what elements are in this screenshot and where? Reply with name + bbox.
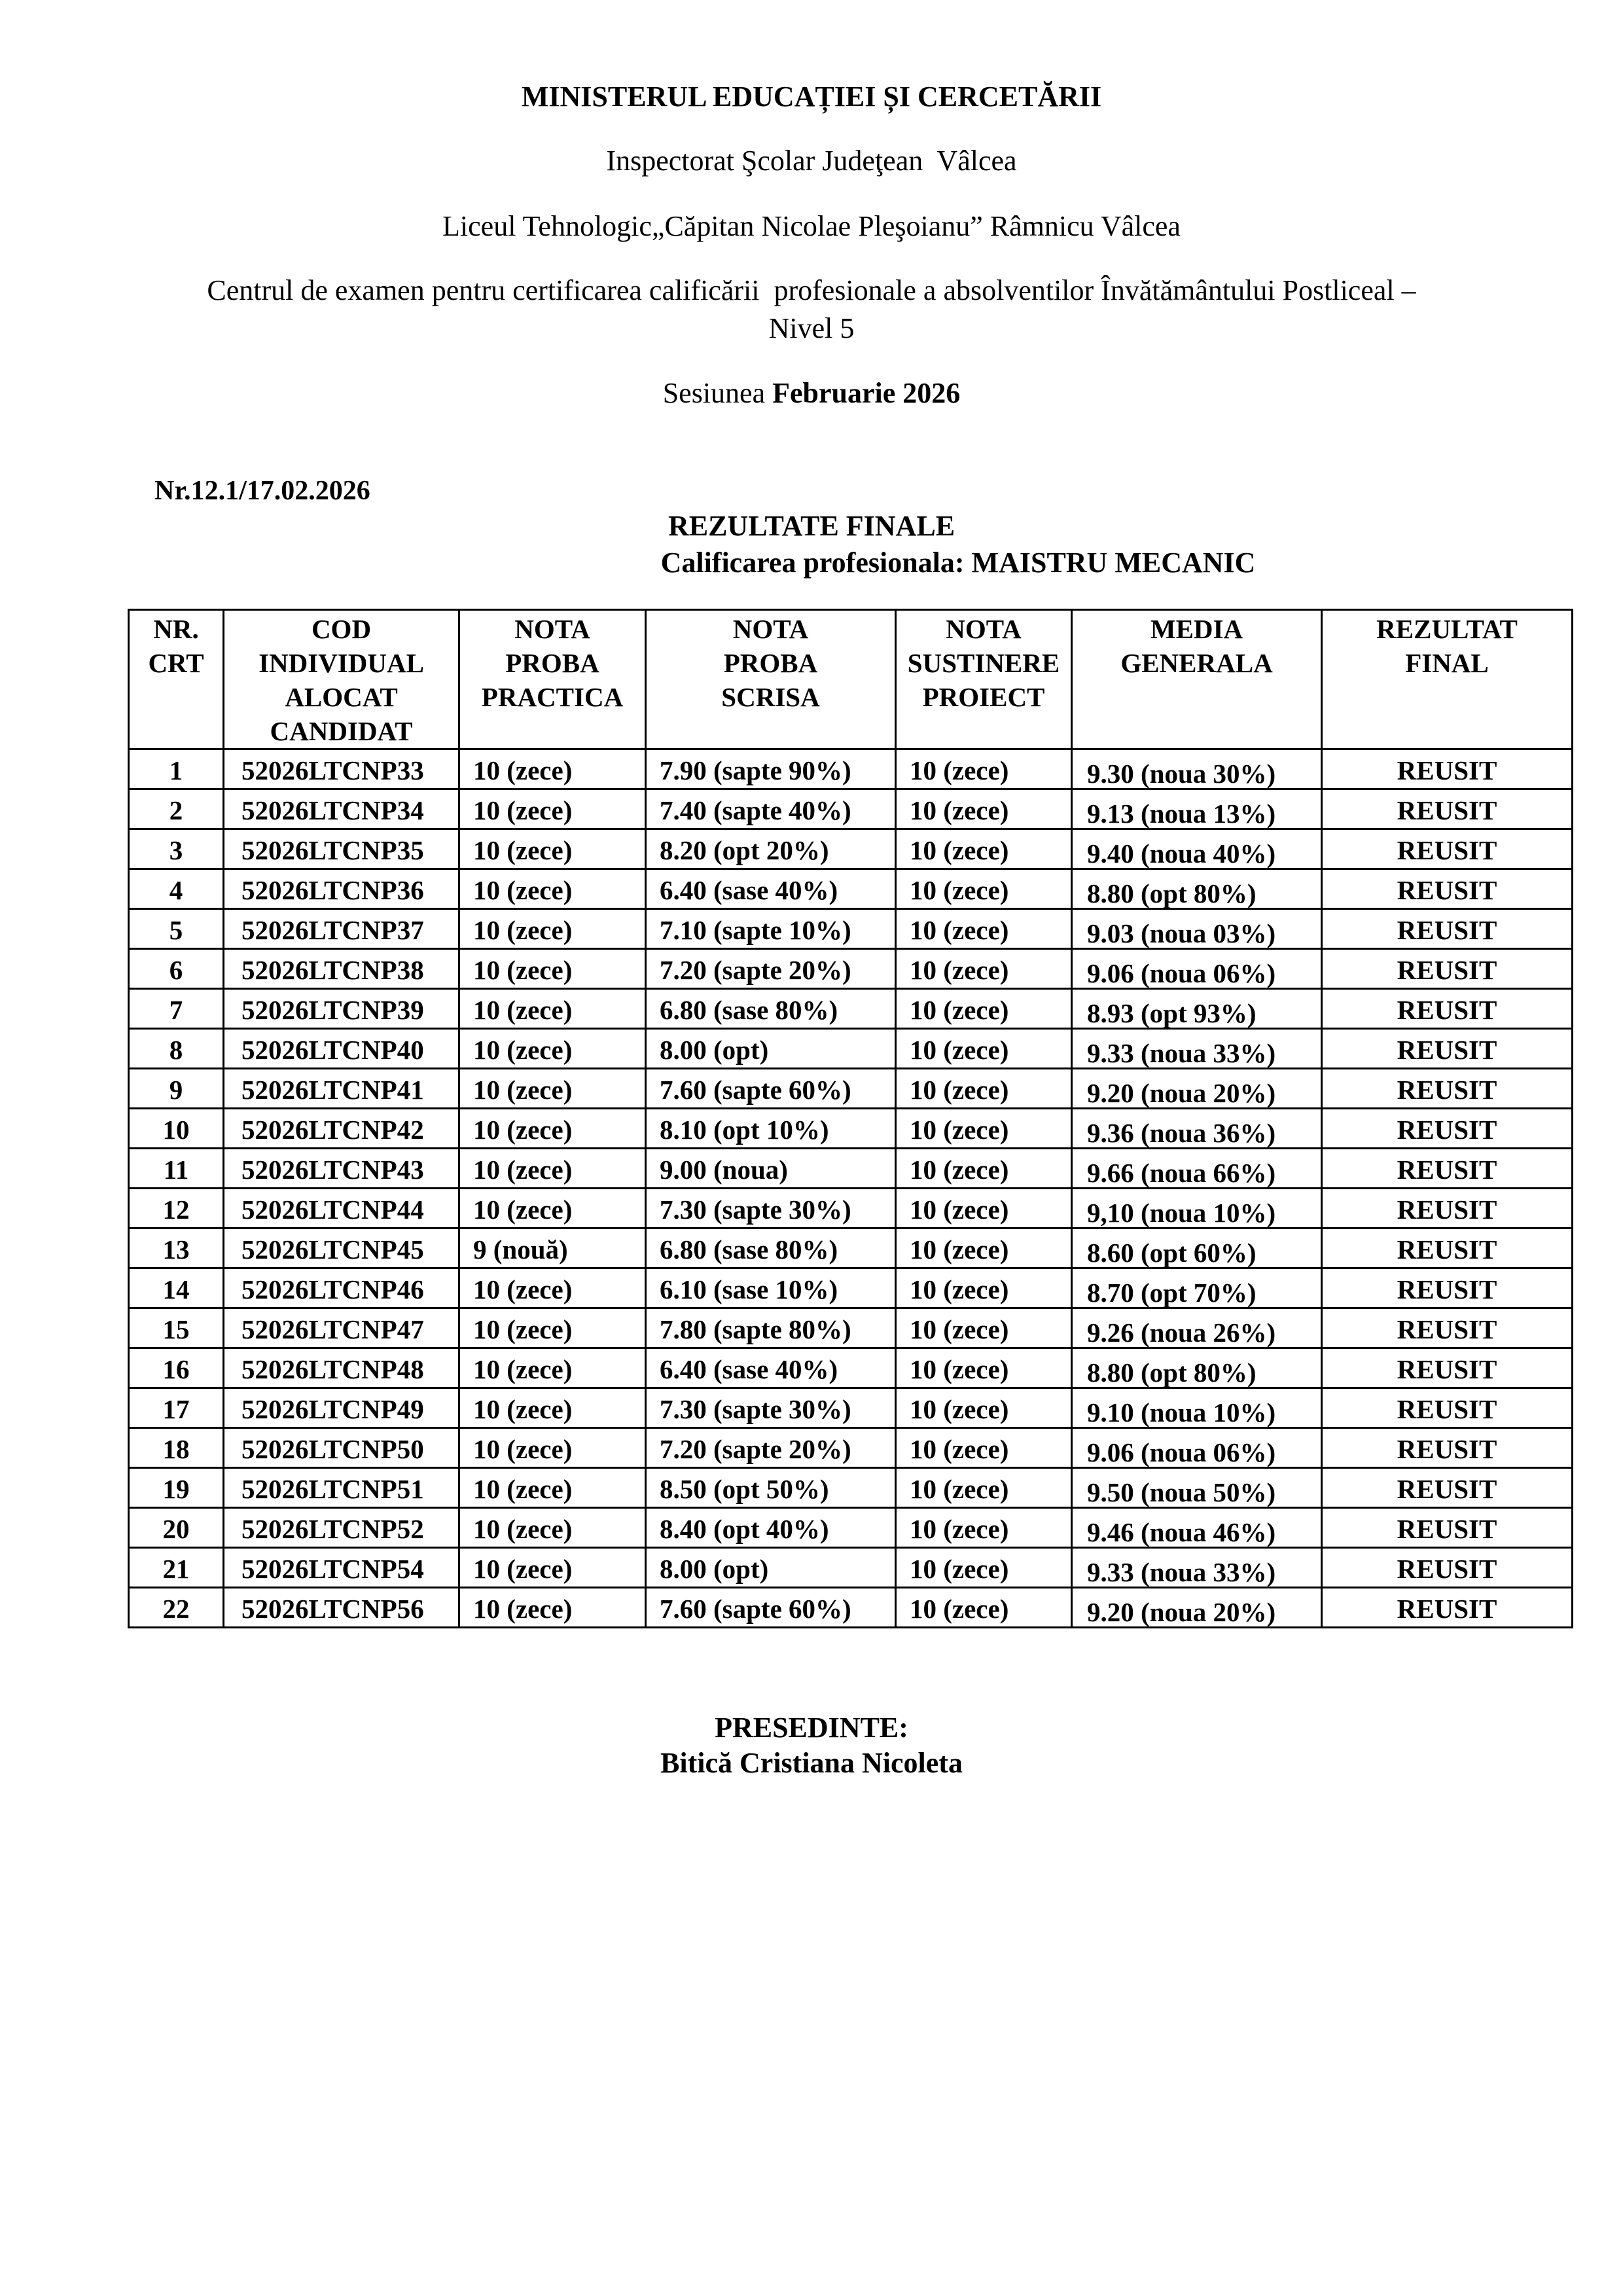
cell-nota-practica: 10 (zece): [459, 1109, 646, 1149]
cell-nota-proiect: 10 (zece): [896, 1348, 1072, 1388]
cell-nota-proiect: 10 (zece): [896, 1229, 1072, 1268]
cell-nr-crt: 12: [129, 1189, 224, 1229]
cell-nota-practica: 10 (zece): [459, 1149, 646, 1189]
cell-nota-practica: 10 (zece): [459, 1468, 646, 1508]
cell-nota-practica: 10 (zece): [459, 989, 646, 1029]
cell-nr-crt: 18: [129, 1428, 224, 1468]
header-line: PROBA: [723, 648, 818, 678]
cell-nota-scrisa: 7.30 (sapte 30%): [646, 1388, 896, 1428]
table-row: [129, 1588, 1573, 1628]
cell-nr-crt: 21: [129, 1548, 224, 1588]
cell-media-generala: 9.36 (noua 36%): [1072, 1109, 1322, 1149]
cell-nota-scrisa: 6.40 (sase 40%): [646, 869, 896, 909]
cell-nota-proiect: 10 (zece): [896, 949, 1072, 989]
cell-nota-scrisa: 8.50 (opt 50%): [646, 1468, 896, 1508]
cell-cod-candidat: 52026LTCNP51: [224, 1468, 459, 1508]
cell-rezultat-final: REUSIT: [1322, 1468, 1573, 1508]
cell-nr-crt: 7: [129, 989, 224, 1029]
cell-nr-crt: 20: [129, 1508, 224, 1548]
cell-nota-practica: 9 (nouă): [459, 1229, 646, 1268]
cell-rezultat-final: REUSIT: [1322, 1109, 1573, 1149]
cell-cod-candidat: 52026LTCNP38: [224, 949, 459, 989]
cell-cod-candidat: 52026LTCNP43: [224, 1149, 459, 1189]
table-row: [129, 1189, 1573, 1229]
cell-media-generala: 9.06 (noua 06%): [1072, 1428, 1322, 1468]
cell-media-generala: 9.06 (noua 06%): [1072, 949, 1322, 989]
cell-nota-scrisa: 8.20 (opt 20%): [646, 829, 896, 869]
cell-nr-crt: 11: [129, 1149, 224, 1189]
cell-nota-scrisa: 7.80 (sapte 80%): [646, 1308, 896, 1348]
header-line: NOTA: [514, 614, 590, 644]
cell-nota-scrisa: 8.00 (opt): [646, 1548, 896, 1588]
cell-rezultat-final: REUSIT: [1322, 1388, 1573, 1428]
cell-media-generala: 9.13 (noua 13%): [1072, 789, 1322, 829]
cell-nota-proiect: 10 (zece): [896, 1508, 1072, 1548]
cell-nota-proiect: 10 (zece): [896, 1548, 1072, 1588]
results-title: REZULTATE FINALE: [668, 510, 955, 542]
cell-rezultat-final: REUSIT: [1322, 1189, 1573, 1229]
document-number: Nr.12.1/17.02.2026: [154, 476, 370, 506]
cell-media-generala: 9.30 (noua 30%): [1072, 749, 1322, 789]
cell-media-generala: 9.26 (noua 26%): [1072, 1308, 1322, 1348]
cell-nr-crt: 22: [129, 1588, 224, 1628]
cell-nota-proiect: 10 (zece): [896, 1189, 1072, 1229]
table-row: [129, 829, 1573, 869]
cell-nota-scrisa: 9.00 (noua): [646, 1149, 896, 1189]
exam-center-line-1: Centrul de examen pentru certificarea calificării profesionale a absolventilor Învătământului Postliceal –: [207, 274, 1416, 306]
cell-nr-crt: 13: [129, 1229, 224, 1268]
cell-cod-candidat: 52026LTCNP56: [224, 1588, 459, 1628]
cell-nota-proiect: 10 (zece): [896, 749, 1072, 789]
cell-nota-practica: 10 (zece): [459, 869, 646, 909]
header-line: GENERALA: [1120, 648, 1273, 678]
cell-nota-scrisa: 6.80 (sase 80%): [646, 989, 896, 1029]
header-nota-proiect: [896, 610, 1072, 749]
cell-nota-proiect: 10 (zece): [896, 1149, 1072, 1189]
table-row: [129, 1149, 1573, 1189]
cell-rezultat-final: REUSIT: [1322, 1348, 1573, 1388]
cell-nota-practica: 10 (zece): [459, 1029, 646, 1069]
cell-cod-candidat: 52026LTCNP52: [224, 1508, 459, 1548]
cell-nr-crt: 8: [129, 1029, 224, 1069]
cell-nota-practica: 10 (zece): [459, 909, 646, 949]
header-line: PROIECT: [922, 682, 1045, 712]
header-line: REZULTAT: [1376, 614, 1518, 644]
cell-cod-candidat: 52026LTCNP40: [224, 1029, 459, 1069]
cell-nota-proiect: 10 (zece): [896, 869, 1072, 909]
cell-media-generala: 9.03 (noua 03%): [1072, 909, 1322, 949]
cell-nota-practica: 10 (zece): [459, 1548, 646, 1588]
ministry-title: MINISTERUL EDUCAȚIEI ȘI CERCETĂRII: [521, 81, 1102, 113]
table-body: [129, 749, 1573, 1628]
table-row: [129, 1308, 1573, 1348]
table-row: [129, 1508, 1573, 1548]
cell-nota-practica: 10 (zece): [459, 1508, 646, 1548]
cell-nota-scrisa: 7.60 (sapte 60%): [646, 1588, 896, 1628]
cell-nota-practica: 10 (zece): [459, 1189, 646, 1229]
cell-nota-scrisa: 7.30 (sapte 30%): [646, 1189, 896, 1229]
signature-name: Bitică Cristiana Nicoleta: [660, 1747, 963, 1779]
cell-nota-practica: 10 (zece): [459, 1348, 646, 1388]
session-value: Februarie 2026: [772, 377, 961, 409]
cell-nota-proiect: 10 (zece): [896, 909, 1072, 949]
cell-nota-practica: 10 (zece): [459, 1069, 646, 1109]
cell-media-generala: 8.80 (opt 80%): [1072, 1348, 1322, 1388]
cell-cod-candidat: 52026LTCNP48: [224, 1348, 459, 1388]
table-row: [129, 1348, 1573, 1388]
header-line: NOTA: [732, 614, 809, 644]
table-header-row: [129, 610, 1573, 749]
cell-nota-scrisa: 7.60 (sapte 60%): [646, 1069, 896, 1109]
cell-nota-proiect: 10 (zece): [896, 829, 1072, 869]
cell-cod-candidat: 52026LTCNP35: [224, 829, 459, 869]
cell-cod-candidat: 52026LTCNP45: [224, 1229, 459, 1268]
cell-rezultat-final: REUSIT: [1322, 989, 1573, 1029]
exam-center-line-2: Nivel 5: [768, 312, 855, 344]
cell-cod-candidat: 52026LTCNP42: [224, 1109, 459, 1149]
header-line: MEDIA: [1150, 614, 1243, 644]
cell-nr-crt: 14: [129, 1268, 224, 1308]
session-label: Sesiunea: [662, 377, 773, 409]
cell-nr-crt: 1: [129, 749, 224, 789]
table-row: [129, 749, 1573, 789]
table-row: [129, 989, 1573, 1029]
header-line: NR.: [153, 614, 199, 644]
cell-nota-scrisa: 8.00 (opt): [646, 1029, 896, 1069]
cell-nota-scrisa: 7.10 (sapte 10%): [646, 909, 896, 949]
cell-media-generala: 9.20 (noua 20%): [1072, 1588, 1322, 1628]
cell-cod-candidat: 52026LTCNP50: [224, 1428, 459, 1468]
header-line: COD: [311, 614, 372, 644]
cell-media-generala: 9,10 (noua 10%): [1072, 1189, 1322, 1229]
cell-media-generala: 9.40 (noua 40%): [1072, 829, 1322, 869]
cell-cod-candidat: 52026LTCNP46: [224, 1268, 459, 1308]
cell-nota-proiect: 10 (zece): [896, 1268, 1072, 1308]
cell-rezultat-final: REUSIT: [1322, 1548, 1573, 1588]
header-media-generala: [1072, 610, 1322, 749]
cell-rezultat-final: REUSIT: [1322, 1229, 1573, 1268]
signature-role: PRESEDINTE:: [715, 1712, 908, 1744]
cell-media-generala: 9.20 (noua 20%): [1072, 1069, 1322, 1109]
table-row: [129, 1109, 1573, 1149]
cell-cod-candidat: 52026LTCNP36: [224, 869, 459, 909]
cell-cod-candidat: 52026LTCNP39: [224, 989, 459, 1029]
cell-cod-candidat: 52026LTCNP33: [224, 749, 459, 789]
table-row: [129, 789, 1573, 829]
cell-cod-candidat: 52026LTCNP34: [224, 789, 459, 829]
table-row: [129, 949, 1573, 989]
cell-media-generala: 9.33 (noua 33%): [1072, 1029, 1322, 1069]
cell-media-generala: 9.66 (noua 66%): [1072, 1149, 1322, 1189]
cell-rezultat-final: REUSIT: [1322, 909, 1573, 949]
cell-nota-proiect: 10 (zece): [896, 1428, 1072, 1468]
cell-nota-scrisa: 7.20 (sapte 20%): [646, 949, 896, 989]
table-row: [129, 1029, 1573, 1069]
table-row: [129, 1468, 1573, 1508]
cell-nr-crt: 2: [129, 789, 224, 829]
header-line: NOTA: [946, 614, 1022, 644]
cell-rezultat-final: REUSIT: [1322, 1268, 1573, 1308]
table-row: [129, 1428, 1573, 1468]
header-line: PRACTICA: [481, 682, 624, 712]
cell-nota-proiect: 10 (zece): [896, 1069, 1072, 1109]
cell-nota-practica: 10 (zece): [459, 949, 646, 989]
qualification-title: Calificarea profesionala: MAISTRU MECANIC: [660, 547, 1256, 579]
cell-nota-practica: 10 (zece): [459, 749, 646, 789]
cell-rezultat-final: REUSIT: [1322, 869, 1573, 909]
cell-rezultat-final: REUSIT: [1322, 949, 1573, 989]
school-name: Liceul Tehnologic„Căpitan Nicolae Pleşoianu” Râmnicu Vâlcea: [442, 210, 1181, 242]
cell-media-generala: 9.46 (noua 46%): [1072, 1508, 1322, 1548]
inspectorate-name: Inspectorat Şcolar Judeţean Vâlcea: [606, 145, 1017, 177]
cell-rezultat-final: REUSIT: [1322, 749, 1573, 789]
cell-nr-crt: 15: [129, 1308, 224, 1348]
header-line: SUSTINERE: [907, 648, 1060, 678]
cell-rezultat-final: REUSIT: [1322, 1588, 1573, 1628]
cell-rezultat-final: REUSIT: [1322, 1149, 1573, 1189]
cell-cod-candidat: 52026LTCNP54: [224, 1548, 459, 1588]
cell-nota-practica: 10 (zece): [459, 829, 646, 869]
cell-nota-practica: 10 (zece): [459, 1308, 646, 1348]
header-line: CRT: [148, 648, 204, 678]
cell-rezultat-final: REUSIT: [1322, 1428, 1573, 1468]
cell-rezultat-final: REUSIT: [1322, 789, 1573, 829]
cell-rezultat-final: REUSIT: [1322, 1069, 1573, 1109]
cell-media-generala: 9.10 (noua 10%): [1072, 1388, 1322, 1428]
cell-cod-candidat: 52026LTCNP41: [224, 1069, 459, 1109]
cell-cod-candidat: 52026LTCNP49: [224, 1388, 459, 1428]
cell-nr-crt: 9: [129, 1069, 224, 1109]
cell-rezultat-final: REUSIT: [1322, 1308, 1573, 1348]
cell-nota-practica: 10 (zece): [459, 1268, 646, 1308]
cell-cod-candidat: 52026LTCNP47: [224, 1308, 459, 1348]
cell-rezultat-final: REUSIT: [1322, 1029, 1573, 1069]
table-row: [129, 1268, 1573, 1308]
cell-cod-candidat: 52026LTCNP37: [224, 909, 459, 949]
cell-nota-practica: 10 (zece): [459, 1428, 646, 1468]
header-nota-scrisa: [646, 610, 896, 749]
cell-media-generala: 8.70 (opt 70%): [1072, 1268, 1322, 1308]
cell-nota-scrisa: 6.40 (sase 40%): [646, 1348, 896, 1388]
table-row: [129, 1548, 1573, 1588]
cell-nota-scrisa: 6.80 (sase 80%): [646, 1229, 896, 1268]
header-cod-candidat: [224, 610, 459, 749]
cell-media-generala: 9.50 (noua 50%): [1072, 1468, 1322, 1508]
cell-rezultat-final: REUSIT: [1322, 829, 1573, 869]
table-row: [129, 1229, 1573, 1268]
cell-rezultat-final: REUSIT: [1322, 1508, 1573, 1548]
header-line: PROBA: [505, 648, 599, 678]
cell-nota-practica: 10 (zece): [459, 1588, 646, 1628]
cell-nota-proiect: 10 (zece): [896, 1029, 1072, 1069]
header-line: FINAL: [1405, 648, 1489, 678]
header-line: SCRISA: [721, 682, 820, 712]
cell-nr-crt: 5: [129, 909, 224, 949]
header-rezultat-final: [1322, 610, 1573, 749]
header-line: ALOCAT: [285, 682, 398, 712]
cell-nota-proiect: 10 (zece): [896, 1109, 1072, 1149]
cell-nr-crt: 17: [129, 1388, 224, 1428]
cell-nr-crt: 4: [129, 869, 224, 909]
cell-media-generala: 8.80 (opt 80%): [1072, 869, 1322, 909]
header-nota-practica: [459, 610, 646, 749]
session-line: [0, 376, 1623, 410]
cell-nota-scrisa: 7.20 (sapte 20%): [646, 1428, 896, 1468]
cell-nota-scrisa: 7.90 (sapte 90%): [646, 749, 896, 789]
header-line: INDIVIDUAL: [259, 648, 424, 678]
cell-nr-crt: 19: [129, 1468, 224, 1508]
cell-nota-proiect: 10 (zece): [896, 1308, 1072, 1348]
table-row: [129, 869, 1573, 909]
cell-media-generala: 9.33 (noua 33%): [1072, 1548, 1322, 1588]
cell-nr-crt: 16: [129, 1348, 224, 1388]
header-nr-crt: [129, 610, 224, 749]
cell-media-generala: 8.60 (opt 60%): [1072, 1229, 1322, 1268]
cell-nota-practica: 10 (zece): [459, 1388, 646, 1428]
cell-nota-proiect: 10 (zece): [896, 989, 1072, 1029]
cell-nota-proiect: 10 (zece): [896, 789, 1072, 829]
cell-nota-scrisa: 6.10 (sase 10%): [646, 1268, 896, 1308]
cell-nota-scrisa: 7.40 (sapte 40%): [646, 789, 896, 829]
cell-nr-crt: 3: [129, 829, 224, 869]
cell-nota-practica: 10 (zece): [459, 789, 646, 829]
cell-nota-scrisa: 8.10 (opt 10%): [646, 1109, 896, 1149]
cell-nota-proiect: 10 (zece): [896, 1468, 1072, 1508]
cell-nota-proiect: 10 (zece): [896, 1388, 1072, 1428]
cell-nr-crt: 10: [129, 1109, 224, 1149]
cell-cod-candidat: 52026LTCNP44: [224, 1189, 459, 1229]
cell-nota-scrisa: 8.40 (opt 40%): [646, 1508, 896, 1548]
table-row: [129, 1388, 1573, 1428]
table-row: [129, 1069, 1573, 1109]
cell-nota-proiect: 10 (zece): [896, 1588, 1072, 1628]
results-table: [128, 609, 1573, 1628]
table-row: [129, 909, 1573, 949]
cell-nr-crt: 6: [129, 949, 224, 989]
cell-media-generala: 8.93 (opt 93%): [1072, 989, 1322, 1029]
header-line: CANDIDAT: [270, 716, 413, 746]
